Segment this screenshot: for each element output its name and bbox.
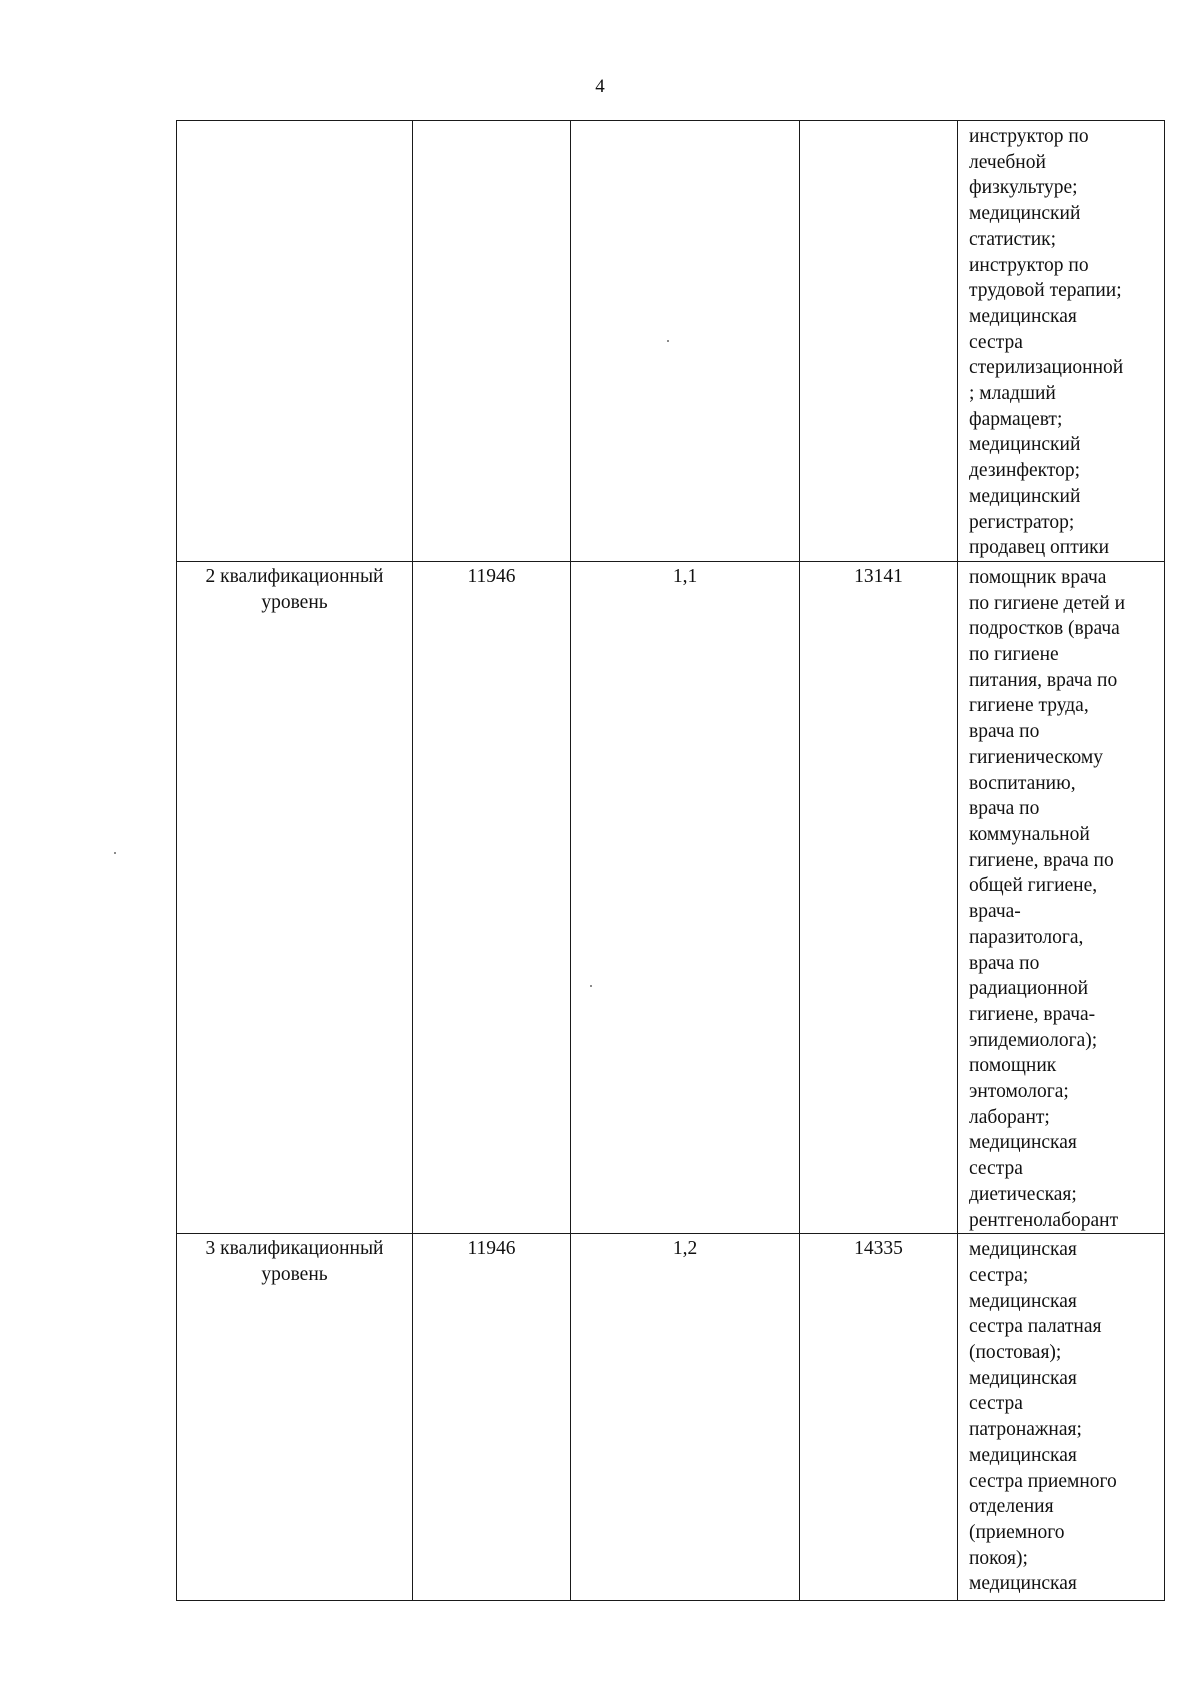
position-line: медицинский [969, 434, 1081, 456]
position-line: инструктор по [969, 126, 1089, 147]
position-line: воспитанию, [969, 772, 1076, 794]
scan-speck [590, 985, 592, 987]
position-line: сестра приемного [969, 1470, 1117, 1492]
position-line: питания, врача по [969, 669, 1118, 691]
position-line: лаборант; [969, 1106, 1050, 1128]
page-number: 4 [595, 76, 605, 97]
position-line: (приемного [969, 1521, 1065, 1543]
position-line: статистик; [969, 228, 1057, 250]
qualification-table [176, 120, 1165, 1601]
position-line: ; младший [969, 383, 1056, 405]
position-line: общей гигиене, [969, 875, 1098, 897]
position-line: регистратор; [969, 511, 1075, 533]
position-line: врача- [969, 901, 1021, 923]
position-line: дезинфектор; [969, 460, 1081, 482]
position-line: энтомолога; [969, 1081, 1069, 1103]
salary-cell [800, 121, 958, 562]
base-salary-cell: 11946 [413, 561, 571, 1233]
position-line: сестра [969, 1393, 1023, 1415]
position-line: по гигиене [969, 644, 1059, 666]
scan-speck [667, 340, 669, 342]
position-line: отделения [969, 1496, 1054, 1518]
position-line: медицинская [969, 1444, 1077, 1466]
level-cell [177, 561, 413, 1233]
position-line: медицинский [969, 485, 1081, 507]
position-line: врача по [969, 952, 1040, 974]
position-line: сестра [969, 1158, 1023, 1180]
position-line: патронажная; [969, 1419, 1082, 1441]
scan-speck [114, 852, 116, 854]
position-line: помощник [969, 1055, 1057, 1077]
position-line: врача по [969, 798, 1040, 820]
position-line: инструктор по [969, 254, 1089, 276]
table-row [177, 1234, 1165, 1601]
position-line: гигиене, врача по [969, 849, 1114, 871]
position-line: сестра [969, 331, 1023, 353]
level-subtitle: уровень [261, 1263, 328, 1285]
position-line: гигиене, врача- [969, 1003, 1096, 1025]
salary-cell: 14335 [800, 1234, 958, 1601]
coefficient-cell: 1,1 [571, 561, 800, 1233]
position-line: гигиеническому [969, 746, 1103, 768]
table-row [177, 561, 1165, 1233]
table-row [177, 121, 1165, 562]
position-line: медицинская [969, 305, 1077, 327]
positions-cell [958, 121, 1165, 562]
base-salary-cell: 11946 [413, 1234, 571, 1601]
position-line: сестра; [969, 1264, 1029, 1286]
position-line: продавец оптики [969, 537, 1110, 559]
base-salary-cell [413, 121, 571, 562]
position-line: сестра палатная [969, 1316, 1102, 1338]
position-line: покоя); [969, 1547, 1028, 1569]
position-line: трудовой терапии; [969, 280, 1122, 302]
level-subtitle: уровень [261, 591, 328, 613]
position-line: паразитолога, [969, 926, 1084, 948]
position-line: медицинская [969, 1573, 1077, 1595]
level-cell [177, 1234, 413, 1601]
position-line: коммунальной [969, 823, 1090, 845]
position-line: лечебной [969, 151, 1046, 173]
level-title: 2 квалификационный [205, 565, 384, 587]
position-line: эпидемиолога); [969, 1029, 1098, 1051]
level-cell [177, 121, 413, 562]
position-line: медицинская [969, 1239, 1077, 1261]
position-line: врача по [969, 721, 1040, 743]
position-line: гигиене труда, [969, 695, 1089, 717]
position-line: медицинский [969, 203, 1081, 225]
coefficient-cell [571, 121, 800, 562]
position-line: радиационной [969, 978, 1089, 1000]
position-line: медицинская [969, 1290, 1077, 1312]
position-line: медицинская [969, 1132, 1077, 1154]
position-line: подростков (врача [969, 618, 1120, 640]
position-line: физкультуре; [969, 177, 1078, 199]
position-line: медицинская [969, 1367, 1077, 1389]
position-line: (постовая); [969, 1342, 1062, 1364]
position-line: рентгенолаборант [969, 1209, 1119, 1231]
position-line: стерилизационной [969, 357, 1124, 379]
position-line: по гигиене детей и [969, 592, 1126, 614]
position-line: диетическая; [969, 1183, 1077, 1205]
salary-cell: 13141 [800, 561, 958, 1233]
positions-cell [958, 561, 1165, 1233]
positions-cell [958, 1234, 1165, 1601]
coefficient-cell: 1,2 [571, 1234, 800, 1601]
position-line: помощник врача [969, 566, 1107, 588]
position-line: фармацевт; [969, 408, 1063, 430]
level-title: 3 квалификационный [205, 1238, 384, 1260]
